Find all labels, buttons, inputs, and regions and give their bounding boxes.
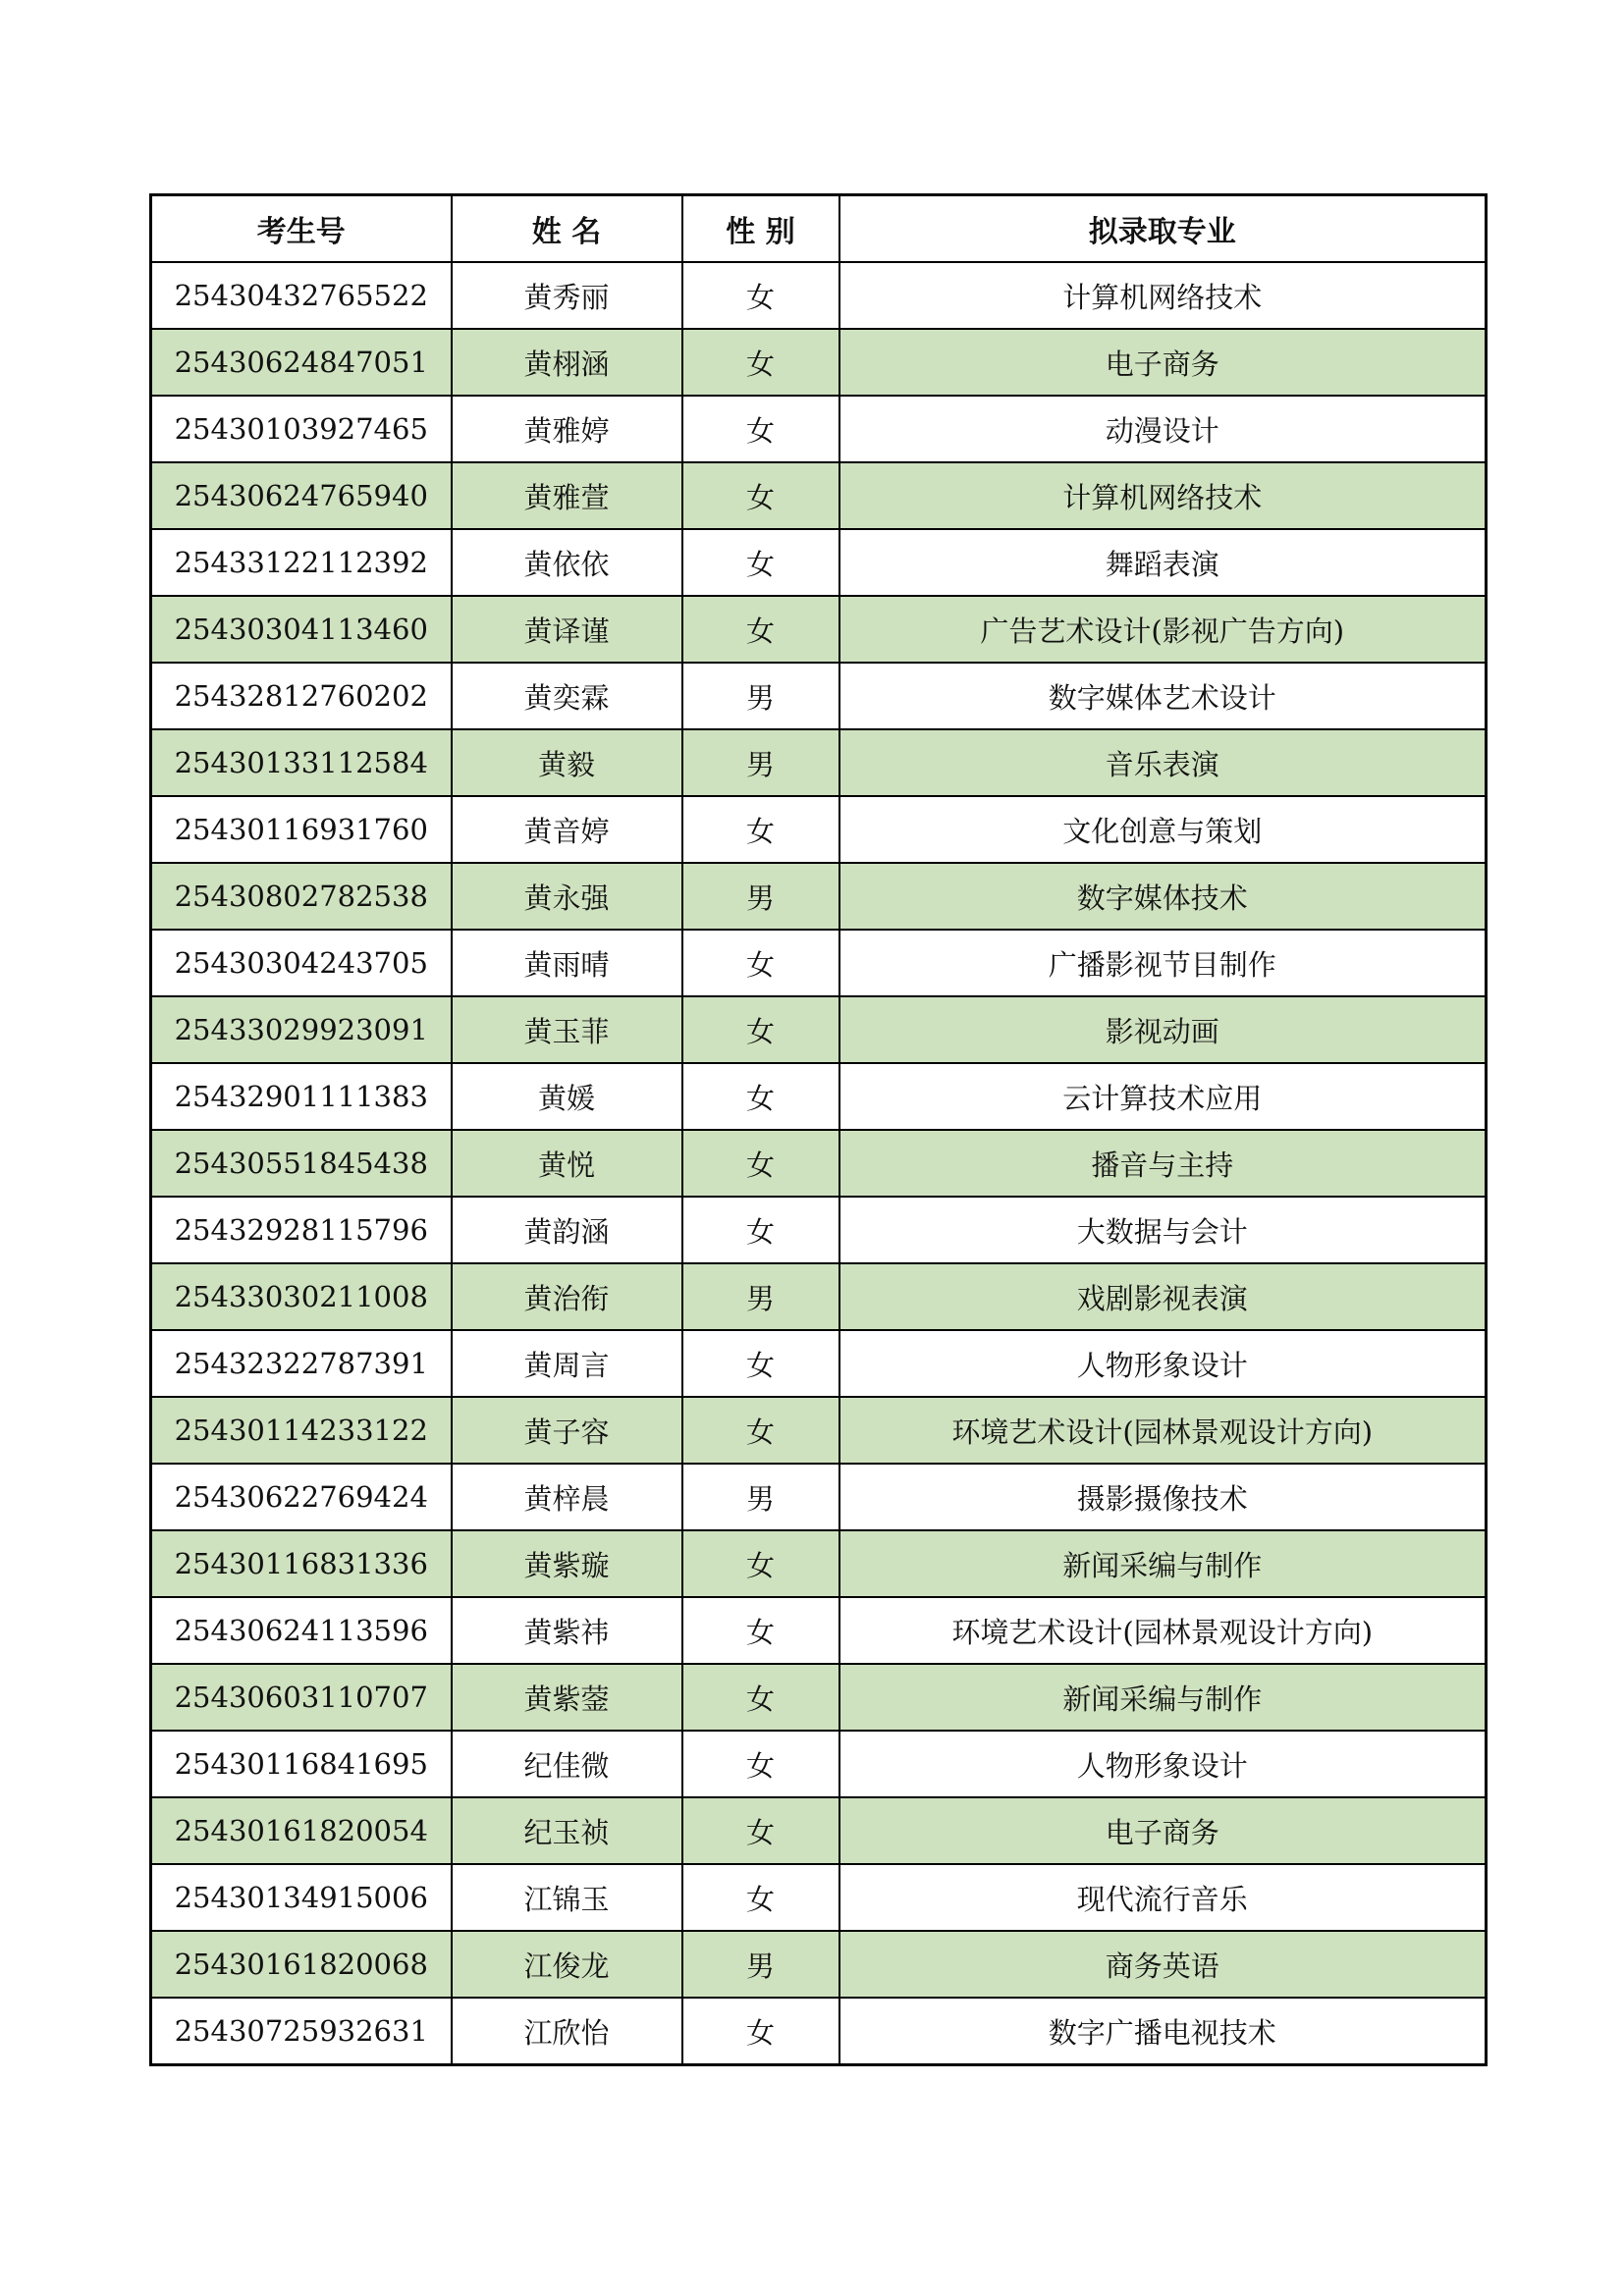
header-exam-number: 考生号 — [151, 195, 452, 263]
major-cell: 数字媒体艺术设计 — [839, 663, 1487, 729]
header-gender: 性 别 — [682, 195, 839, 263]
major-cell: 广告艺术设计(影视广告方向) — [839, 596, 1487, 663]
admission-table — [149, 193, 1488, 2066]
name-cell: 黄韵涵 — [452, 1197, 682, 1263]
table-row — [151, 529, 1487, 596]
name-cell: 黄奕霖 — [452, 663, 682, 729]
gender-cell: 女 — [682, 462, 839, 529]
table-row — [151, 729, 1487, 796]
table-row — [151, 1530, 1487, 1597]
exam-number-cell: 25432812760202 — [151, 663, 452, 729]
name-cell: 黄雅萱 — [452, 462, 682, 529]
exam-number-cell: 25430432765522 — [151, 262, 452, 329]
exam-number-cell: 25430103927465 — [151, 396, 452, 462]
gender-cell: 男 — [682, 1464, 839, 1530]
exam-number-cell: 25432928115796 — [151, 1197, 452, 1263]
exam-number-cell: 25430725932631 — [151, 1998, 452, 2065]
table-row — [151, 1397, 1487, 1464]
name-cell: 黄雅婷 — [452, 396, 682, 462]
name-cell: 黄悦 — [452, 1130, 682, 1197]
name-cell: 江欣怡 — [452, 1998, 682, 2065]
major-cell: 电子商务 — [839, 329, 1487, 396]
table-row — [151, 863, 1487, 930]
name-cell: 黄玉菲 — [452, 996, 682, 1063]
exam-number-cell: 25430161820054 — [151, 1797, 452, 1864]
exam-number-cell: 25430116831336 — [151, 1530, 452, 1597]
name-cell: 黄依依 — [452, 529, 682, 596]
table-row — [151, 1197, 1487, 1263]
exam-number-cell: 25430304113460 — [151, 596, 452, 663]
name-cell: 黄毅 — [452, 729, 682, 796]
gender-cell: 女 — [682, 529, 839, 596]
major-cell: 戏剧影视表演 — [839, 1263, 1487, 1330]
major-cell: 播音与主持 — [839, 1130, 1487, 1197]
table-row — [151, 1597, 1487, 1664]
major-cell: 人物形象设计 — [839, 1330, 1487, 1397]
table-row — [151, 1464, 1487, 1530]
name-cell: 黄秀丽 — [452, 262, 682, 329]
header-major: 拟录取专业 — [839, 195, 1487, 263]
gender-cell: 女 — [682, 1063, 839, 1130]
name-cell: 黄治衔 — [452, 1263, 682, 1330]
exam-number-cell: 25430802782538 — [151, 863, 452, 930]
name-cell: 纪佳微 — [452, 1731, 682, 1797]
table-row — [151, 1998, 1487, 2065]
major-cell: 计算机网络技术 — [839, 262, 1487, 329]
exam-number-cell: 25433122112392 — [151, 529, 452, 596]
exam-number-cell: 25430622769424 — [151, 1464, 452, 1530]
exam-number-cell: 25432322787391 — [151, 1330, 452, 1397]
major-cell: 大数据与会计 — [839, 1197, 1487, 1263]
table-row — [151, 1063, 1487, 1130]
table-row — [151, 1263, 1487, 1330]
major-cell: 新闻采编与制作 — [839, 1530, 1487, 1597]
major-cell: 现代流行音乐 — [839, 1864, 1487, 1931]
table-body — [151, 262, 1487, 2065]
major-cell: 环境艺术设计(园林景观设计方向) — [839, 1597, 1487, 1664]
table-row — [151, 1664, 1487, 1731]
gender-cell: 女 — [682, 1864, 839, 1931]
gender-cell: 女 — [682, 1130, 839, 1197]
major-cell: 广播影视节目制作 — [839, 930, 1487, 996]
name-cell: 黄译谨 — [452, 596, 682, 663]
name-cell: 黄雨晴 — [452, 930, 682, 996]
name-cell: 江俊龙 — [452, 1931, 682, 1998]
exam-number-cell: 25433030211008 — [151, 1263, 452, 1330]
gender-cell: 男 — [682, 863, 839, 930]
gender-cell: 女 — [682, 396, 839, 462]
name-cell: 黄永强 — [452, 863, 682, 930]
gender-cell: 女 — [682, 329, 839, 396]
gender-cell: 男 — [682, 729, 839, 796]
major-cell: 音乐表演 — [839, 729, 1487, 796]
gender-cell: 女 — [682, 596, 839, 663]
gender-cell: 男 — [682, 1931, 839, 1998]
name-cell: 黄子容 — [452, 1397, 682, 1464]
table-row — [151, 329, 1487, 396]
major-cell: 计算机网络技术 — [839, 462, 1487, 529]
major-cell: 影视动画 — [839, 996, 1487, 1063]
major-cell: 舞蹈表演 — [839, 529, 1487, 596]
name-cell: 黄周言 — [452, 1330, 682, 1397]
table-row — [151, 663, 1487, 729]
header-row — [151, 195, 1487, 263]
gender-cell: 女 — [682, 1530, 839, 1597]
gender-cell: 女 — [682, 1597, 839, 1664]
major-cell: 新闻采编与制作 — [839, 1664, 1487, 1731]
name-cell: 黄紫璇 — [452, 1530, 682, 1597]
exam-number-cell: 25430161820068 — [151, 1931, 452, 1998]
table-row — [151, 1130, 1487, 1197]
major-cell: 商务英语 — [839, 1931, 1487, 1998]
gender-cell: 女 — [682, 1330, 839, 1397]
exam-number-cell: 25430603110707 — [151, 1664, 452, 1731]
gender-cell: 女 — [682, 1197, 839, 1263]
table-row — [151, 1864, 1487, 1931]
gender-cell: 女 — [682, 796, 839, 863]
table-row — [151, 396, 1487, 462]
exam-number-cell: 25430116841695 — [151, 1731, 452, 1797]
name-cell: 江锦玉 — [452, 1864, 682, 1931]
gender-cell: 女 — [682, 1797, 839, 1864]
name-cell: 黄紫蓥 — [452, 1664, 682, 1731]
exam-number-cell: 25430624765940 — [151, 462, 452, 529]
gender-cell: 女 — [682, 1731, 839, 1797]
exam-number-cell: 25430624113596 — [151, 1597, 452, 1664]
exam-number-cell: 25430116931760 — [151, 796, 452, 863]
exam-number-cell: 25430133112584 — [151, 729, 452, 796]
gender-cell: 女 — [682, 930, 839, 996]
table-row — [151, 262, 1487, 329]
gender-cell: 女 — [682, 1998, 839, 2065]
major-cell: 环境艺术设计(园林景观设计方向) — [839, 1397, 1487, 1464]
gender-cell: 男 — [682, 663, 839, 729]
name-cell: 黄音婷 — [452, 796, 682, 863]
name-cell: 黄梓晨 — [452, 1464, 682, 1530]
exam-number-cell: 25430624847051 — [151, 329, 452, 396]
gender-cell: 女 — [682, 1664, 839, 1731]
major-cell: 文化创意与策划 — [839, 796, 1487, 863]
table-row — [151, 996, 1487, 1063]
table-row — [151, 462, 1487, 529]
name-cell: 纪玉祯 — [452, 1797, 682, 1864]
major-cell: 摄影摄像技术 — [839, 1464, 1487, 1530]
table-row — [151, 1330, 1487, 1397]
name-cell: 黄栩涵 — [452, 329, 682, 396]
major-cell: 动漫设计 — [839, 396, 1487, 462]
table-row — [151, 1931, 1487, 1998]
exam-number-cell: 25432901111383 — [151, 1063, 452, 1130]
table-row — [151, 1797, 1487, 1864]
exam-number-cell: 25430114233122 — [151, 1397, 452, 1464]
gender-cell: 女 — [682, 996, 839, 1063]
exam-number-cell: 25433029923091 — [151, 996, 452, 1063]
gender-cell: 女 — [682, 262, 839, 329]
header-name: 姓 名 — [452, 195, 682, 263]
gender-cell: 女 — [682, 1397, 839, 1464]
major-cell: 数字媒体技术 — [839, 863, 1487, 930]
name-cell: 黄紫祎 — [452, 1597, 682, 1664]
major-cell: 电子商务 — [839, 1797, 1487, 1864]
table-row — [151, 596, 1487, 663]
exam-number-cell: 25430134915006 — [151, 1864, 452, 1931]
name-cell: 黄媛 — [452, 1063, 682, 1130]
table-row — [151, 1731, 1487, 1797]
major-cell: 云计算技术应用 — [839, 1063, 1487, 1130]
major-cell: 数字广播电视技术 — [839, 1998, 1487, 2065]
exam-number-cell: 25430551845438 — [151, 1130, 452, 1197]
exam-number-cell: 25430304243705 — [151, 930, 452, 996]
gender-cell: 男 — [682, 1263, 839, 1330]
table-row — [151, 930, 1487, 996]
major-cell: 人物形象设计 — [839, 1731, 1487, 1797]
table-row — [151, 796, 1487, 863]
